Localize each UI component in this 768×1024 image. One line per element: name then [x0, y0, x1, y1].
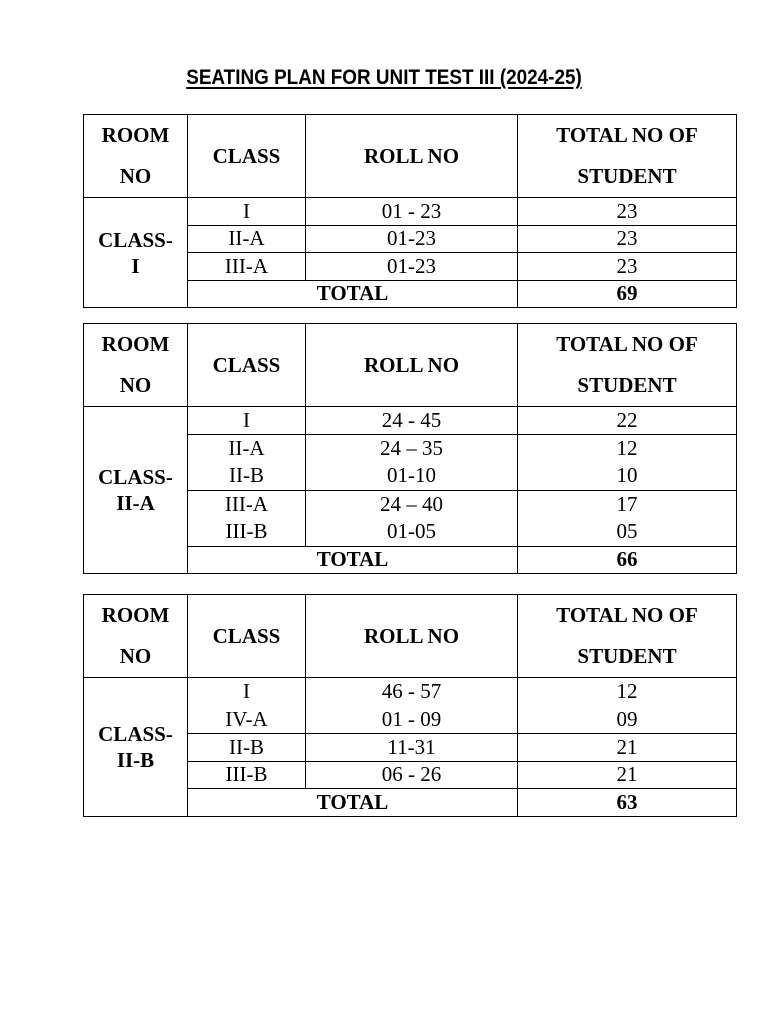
roll-cell: 01-23 — [306, 253, 518, 281]
room-number: CLASS- II-B — [84, 678, 188, 817]
header-roll-no: ROLL NO — [306, 115, 518, 198]
count-cell: 17 05 — [518, 490, 737, 546]
header-total-students: TOTAL NO OF STUDENT — [518, 115, 737, 198]
count-cell: 12 10 — [518, 434, 737, 490]
roll-cell: 24 – 40 01-05 — [306, 490, 518, 546]
class-cell: II-A — [188, 225, 306, 253]
roll-cell: 01 - 23 — [306, 198, 518, 226]
class-cell: III-A III-B — [188, 490, 306, 546]
header-total-students: TOTAL NO OF STUDENT — [518, 595, 737, 678]
class-cell: III-A — [188, 253, 306, 281]
total-value: 69 — [518, 280, 737, 308]
roll-cell: 46 - 57 01 - 09 — [306, 678, 518, 734]
count-cell: 12 09 — [518, 678, 737, 734]
header-class: CLASS — [188, 324, 306, 407]
class-cell: I — [188, 198, 306, 226]
header-class: CLASS — [188, 115, 306, 198]
class-cell: II-B — [188, 734, 306, 762]
total-value: 63 — [518, 789, 737, 817]
header-total-students: TOTAL NO OF STUDENT — [518, 324, 737, 407]
total-label: TOTAL — [188, 546, 518, 574]
total-label: TOTAL — [188, 789, 518, 817]
header-room-no: ROOM NO — [84, 115, 188, 198]
seating-table-2 — [83, 323, 737, 574]
roll-cell: 24 – 35 01-10 — [306, 434, 518, 490]
header-room-no: ROOM NO — [84, 324, 188, 407]
roll-cell: 24 - 45 — [306, 407, 518, 435]
total-label: TOTAL — [188, 280, 518, 308]
class-cell: III-B — [188, 761, 306, 789]
page-title: SEATING PLAN FOR UNIT TEST III (2024-25) — [186, 66, 582, 89]
seating-table-3 — [83, 594, 737, 817]
roll-cell: 01-23 — [306, 225, 518, 253]
seating-table-1 — [83, 114, 737, 308]
header-class: CLASS — [188, 595, 306, 678]
count-cell: 23 — [518, 225, 737, 253]
count-cell: 21 — [518, 734, 737, 762]
room-number: CLASS- II-A — [84, 407, 188, 574]
roll-cell: 11-31 — [306, 734, 518, 762]
header-room-no: ROOM NO — [84, 595, 188, 678]
total-value: 66 — [518, 546, 737, 574]
class-cell: I IV-A — [188, 678, 306, 734]
room-number: CLASS- I — [84, 198, 188, 308]
count-cell: 22 — [518, 407, 737, 435]
count-cell: 21 — [518, 761, 737, 789]
class-cell: II-A II-B — [188, 434, 306, 490]
header-roll-no: ROLL NO — [306, 324, 518, 407]
roll-cell: 06 - 26 — [306, 761, 518, 789]
class-cell: I — [188, 407, 306, 435]
count-cell: 23 — [518, 198, 737, 226]
header-roll-no: ROLL NO — [306, 595, 518, 678]
count-cell: 23 — [518, 253, 737, 281]
